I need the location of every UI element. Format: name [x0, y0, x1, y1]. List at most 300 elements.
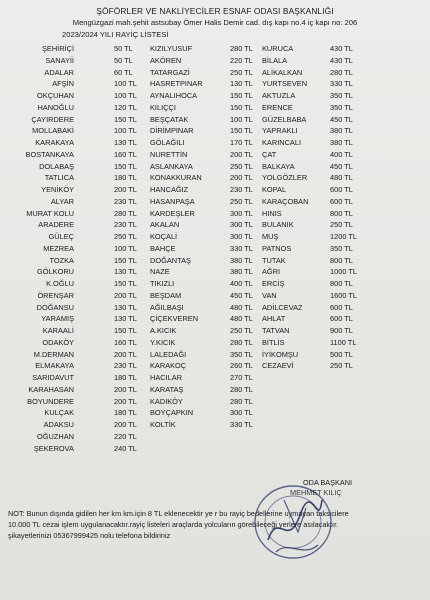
- location-name: HASANPAŞA: [150, 196, 195, 206]
- rate-row: [4, 431, 136, 443]
- rate-row: [150, 184, 270, 196]
- rate-row: [4, 90, 136, 102]
- location-name: DOLABAŞ: [39, 161, 74, 171]
- location-name: KARAALİ: [42, 326, 74, 335]
- rate-row: [150, 208, 270, 220]
- rate-row: [150, 396, 270, 408]
- note-line-1: NOT: Bunun dışında gidilen her km km.için 8 TL eklenecektir ye r bu rayiç bedellerine uymayan taksicilere: [8, 509, 349, 518]
- location-price: 330 TL: [330, 79, 353, 89]
- location-name: YAPRAKLI: [262, 126, 298, 136]
- location-name: ELMAKAYA: [35, 361, 74, 371]
- location-name: MOLLABAKİ: [32, 126, 74, 136]
- location-name: ADİLCEVAZ: [262, 302, 303, 312]
- location-name: ÇİÇEKVEREN: [150, 314, 199, 324]
- location-name: GÜLEÇ: [48, 232, 74, 241]
- location-price: 380 TL: [230, 267, 253, 277]
- note-line-2: 10.000 TL cezai işlem uygulanacaktır.rayiç listeleri araçlarda yolcuların görebileceği yerlere asılacaktır.: [8, 520, 339, 529]
- rate-row: [262, 313, 382, 325]
- location-price: 150 TL: [114, 326, 137, 335]
- rate-row: [4, 360, 136, 372]
- rate-row: [4, 125, 136, 137]
- location-price: 450 TL: [230, 290, 253, 300]
- location-price: 130 TL: [230, 79, 253, 89]
- location-price: 480 TL: [330, 173, 353, 183]
- location-name: BAHÇE: [150, 243, 176, 253]
- rate-row: [262, 278, 382, 290]
- location-name: ASLANKAYA: [150, 161, 193, 171]
- rate-row: [150, 231, 270, 243]
- rate-row: [150, 114, 270, 126]
- location-name: TATLICA: [44, 173, 74, 183]
- location-name: ERENCE: [262, 102, 293, 112]
- location-name: ADAKSU: [43, 420, 74, 429]
- rate-row: [4, 67, 136, 79]
- location-price: 150 TL: [114, 279, 137, 288]
- location-price: 280 TL: [230, 44, 253, 53]
- location-name: KADIKÖY: [150, 396, 183, 406]
- location-price: 170 TL: [230, 138, 253, 147]
- location-name: BİLALA: [262, 55, 288, 65]
- location-price: 1600 TL: [330, 290, 357, 300]
- location-price: 800 TL: [330, 279, 353, 288]
- rate-row: [150, 67, 270, 79]
- location-price: 220 TL: [230, 55, 253, 65]
- location-name: BOYUNDERE: [27, 396, 74, 406]
- location-name: AYNALIHOCA: [150, 91, 198, 100]
- rate-columns: [0, 43, 430, 509]
- location-name: HANCAĞIZ: [150, 185, 189, 194]
- location-price: 500 TL: [330, 349, 353, 359]
- location-name: AKÖREN: [150, 55, 182, 65]
- location-price: 400 TL: [330, 149, 353, 159]
- location-price: 160 TL: [114, 149, 137, 159]
- location-name: HASRETPINAR: [150, 79, 203, 89]
- rate-row: [4, 337, 136, 349]
- rate-row: [262, 78, 382, 90]
- rate-row: [4, 243, 136, 255]
- rate-column-3: [262, 43, 382, 372]
- location-name: YURTSEVEN: [262, 79, 308, 89]
- location-price: 330 TL: [230, 420, 253, 429]
- location-name: AĞRI: [262, 267, 281, 277]
- location-price: 250 TL: [330, 361, 353, 371]
- rate-row: [150, 43, 270, 55]
- rate-row: [4, 149, 136, 161]
- rate-row: [150, 419, 270, 431]
- location-name: KOLTİK: [150, 420, 176, 429]
- location-name: KIZILYUSUF: [150, 44, 193, 53]
- location-price: 180 TL: [114, 173, 137, 183]
- rate-row: [150, 161, 270, 173]
- rate-row: [262, 137, 382, 149]
- location-price: 150 TL: [230, 102, 253, 112]
- location-price: 450 TL: [330, 161, 353, 171]
- location-name: AĞILBAŞI: [150, 302, 184, 312]
- location-price: 150 TL: [114, 255, 137, 265]
- location-name: NURETTİN: [150, 149, 188, 159]
- location-price: 130 TL: [114, 302, 137, 312]
- rate-row: [262, 290, 382, 302]
- rate-row: [150, 125, 270, 137]
- location-name: KARAHASAN: [28, 384, 74, 394]
- location-name: KARAKAYA: [35, 138, 74, 147]
- location-name: KONAKKURAN: [150, 173, 202, 183]
- location-name: KOÇALİ: [150, 232, 178, 241]
- location-price: 200 TL: [114, 420, 137, 429]
- location-price: 270 TL: [230, 373, 253, 382]
- location-name: ÇAYIRDERE: [31, 114, 74, 124]
- location-name: MURAT KOLU: [26, 208, 74, 218]
- location-name: K.OĞLU: [46, 279, 74, 288]
- location-name: ARADERE: [38, 220, 74, 230]
- rate-row: [4, 302, 136, 314]
- location-name: TATVAN: [262, 326, 290, 335]
- location-name: DİRİMPINAR: [150, 126, 194, 136]
- rate-row: [150, 278, 270, 290]
- location-name: CEZAEVİ: [262, 361, 294, 371]
- stamp-name: MEHMET KILIÇ: [290, 488, 342, 497]
- location-name: TIKIZLI: [150, 279, 175, 288]
- location-price: 600 TL: [330, 314, 353, 324]
- location-name: SARIDAVUT: [32, 373, 74, 382]
- rate-row: [150, 255, 270, 267]
- rate-row: [4, 407, 136, 419]
- rate-row: [150, 407, 270, 419]
- location-price: 230 TL: [114, 361, 137, 371]
- rate-row: [4, 114, 136, 126]
- rate-row: [262, 161, 382, 173]
- rate-row: [262, 196, 382, 208]
- rate-row: [262, 219, 382, 231]
- location-price: 430 TL: [330, 55, 353, 65]
- location-name: GÖLAĞILI: [150, 138, 185, 147]
- location-price: 350 TL: [330, 243, 353, 253]
- location-name: TATARGAZİ: [150, 67, 190, 77]
- location-price: 230 TL: [114, 220, 137, 230]
- location-name: GÜZELBABA: [262, 114, 307, 124]
- location-price: 200 TL: [230, 173, 253, 183]
- location-price: 130 TL: [114, 314, 137, 324]
- location-price: 480 TL: [230, 314, 253, 324]
- location-price: 260 TL: [230, 361, 253, 371]
- location-price: 150 TL: [114, 161, 137, 171]
- location-price: 280 TL: [230, 337, 253, 347]
- rate-row: [262, 184, 382, 196]
- rate-row: [150, 90, 270, 102]
- location-price: 300 TL: [230, 232, 253, 241]
- rate-row: [4, 161, 136, 173]
- rate-row: [4, 290, 136, 302]
- rate-row: [262, 125, 382, 137]
- location-price: 250 TL: [230, 67, 253, 77]
- location-price: 350 TL: [230, 349, 253, 359]
- rate-row: [4, 396, 136, 408]
- location-name: OKÇUHAN: [37, 91, 74, 100]
- location-price: 350 TL: [330, 91, 353, 100]
- location-price: 200 TL: [114, 290, 137, 300]
- location-name: ODAKÖY: [42, 337, 74, 347]
- location-price: 150 TL: [114, 114, 137, 124]
- rate-row: [262, 349, 382, 361]
- location-price: 50 TL: [114, 44, 133, 53]
- location-price: 250 TL: [330, 220, 353, 230]
- rate-row: [262, 172, 382, 184]
- rate-row: [150, 172, 270, 184]
- location-price: 130 TL: [114, 267, 137, 277]
- location-name: TOZKA: [49, 255, 74, 265]
- location-name: ADALAR: [44, 67, 74, 77]
- location-name: KURUCA: [262, 44, 294, 53]
- location-name: YOLGÖZLER: [262, 173, 308, 183]
- rate-row: [150, 149, 270, 161]
- location-name: ERCİŞ: [262, 279, 285, 288]
- rate-row: [4, 184, 136, 196]
- rate-row: [4, 313, 136, 325]
- location-name: KULÇAK: [44, 408, 74, 418]
- location-name: KILIÇÇI: [150, 102, 176, 112]
- rate-row: [262, 302, 382, 314]
- rate-row: [4, 266, 136, 278]
- rate-row: [262, 90, 382, 102]
- rate-row: [4, 349, 136, 361]
- location-name: KARAKOÇ: [150, 361, 187, 371]
- location-price: 400 TL: [230, 279, 253, 288]
- rate-row: [150, 302, 270, 314]
- location-price: 100 TL: [114, 79, 137, 89]
- location-price: 330 TL: [230, 243, 253, 253]
- location-price: 250 TL: [230, 326, 253, 335]
- location-price: 180 TL: [114, 373, 137, 382]
- rate-row: [4, 102, 136, 114]
- location-price: 280 TL: [230, 396, 253, 406]
- rate-row: [4, 255, 136, 267]
- rate-row: [150, 313, 270, 325]
- location-name: ÇAT: [262, 149, 277, 159]
- location-price: 300 TL: [230, 220, 253, 230]
- location-name: NAZE: [150, 267, 170, 277]
- location-name: ŞEKEROVA: [33, 443, 74, 453]
- location-price: 200 TL: [114, 349, 137, 359]
- location-name: YARAMIŞ: [41, 314, 74, 324]
- rate-row: [150, 372, 270, 384]
- location-price: 50 TL: [114, 55, 133, 65]
- rate-row: [150, 349, 270, 361]
- location-price: 230 TL: [114, 196, 137, 206]
- rate-row: [4, 172, 136, 184]
- rate-row: [262, 325, 382, 337]
- location-name: Y.KICIK: [150, 337, 176, 347]
- location-name: VAN: [262, 290, 277, 300]
- rate-row: [262, 149, 382, 161]
- location-price: 250 TL: [230, 196, 253, 206]
- rate-row: [4, 372, 136, 384]
- location-price: 280 TL: [114, 208, 137, 218]
- location-price: 1200 TL: [330, 232, 357, 241]
- rate-row: [262, 67, 382, 79]
- rate-row: [262, 360, 382, 372]
- location-price: 220 TL: [114, 431, 137, 441]
- location-name: MEZREA: [43, 243, 74, 253]
- rate-row: [4, 443, 136, 455]
- location-name: A.KICIK: [150, 326, 177, 335]
- rate-row: [4, 208, 136, 220]
- location-name: KARINCALI: [262, 138, 302, 147]
- location-price: 100 TL: [114, 243, 137, 253]
- location-price: 120 TL: [114, 102, 137, 112]
- rate-row: [150, 325, 270, 337]
- location-price: 480 TL: [230, 302, 253, 312]
- location-price: 130 TL: [114, 138, 137, 147]
- rate-row: [262, 55, 382, 67]
- rate-row: [262, 43, 382, 55]
- rate-row: [150, 360, 270, 372]
- location-name: HACILAR: [150, 373, 183, 382]
- location-price: 160 TL: [114, 337, 137, 347]
- location-price: 600 TL: [330, 302, 353, 312]
- rate-row: [150, 337, 270, 349]
- rate-row: [4, 231, 136, 243]
- location-name: BEŞDAM: [150, 290, 182, 300]
- rate-row: [262, 208, 382, 220]
- rate-row: [4, 43, 136, 55]
- rate-row: [262, 337, 382, 349]
- location-name: M.DERMAN: [33, 349, 74, 359]
- location-name: BOYÇAPKIN: [150, 408, 194, 418]
- location-price: 800 TL: [330, 255, 353, 265]
- location-price: 100 TL: [114, 126, 137, 136]
- rate-column-2: [150, 43, 270, 431]
- rate-row: [262, 266, 382, 278]
- rate-row: [4, 219, 136, 231]
- location-name: TUTAK: [262, 255, 286, 265]
- location-name: BİTLİS: [262, 337, 285, 347]
- location-price: 150 TL: [230, 126, 253, 136]
- rate-row: [150, 102, 270, 114]
- location-price: 100 TL: [114, 91, 137, 100]
- rate-row: [150, 137, 270, 149]
- rate-column-1: [4, 43, 136, 454]
- location-price: 150 TL: [230, 91, 253, 100]
- location-price: 300 TL: [230, 408, 253, 418]
- location-name: GÖLKORU: [37, 267, 74, 277]
- rate-row: [262, 243, 382, 255]
- location-price: 100 TL: [230, 114, 253, 124]
- location-name: AHLAT: [262, 314, 286, 324]
- location-price: 1100 TL: [330, 337, 357, 347]
- location-price: 200 TL: [114, 185, 137, 194]
- document-title: ŞÖFÖRLER VE NAKLİYECİLER ESNAF ODASI BAŞKANLIĞI: [96, 6, 334, 16]
- location-price: 800 TL: [330, 208, 353, 218]
- location-price: 450 TL: [330, 114, 353, 124]
- rate-row: [150, 243, 270, 255]
- location-price: 380 TL: [330, 138, 353, 147]
- location-name: BOSTANKAYA: [25, 149, 74, 159]
- location-price: 430 TL: [330, 44, 353, 53]
- location-price: 600 TL: [330, 196, 353, 206]
- location-price: 200 TL: [114, 384, 137, 394]
- location-name: ÖRENŞAR: [37, 290, 74, 300]
- location-price: 350 TL: [330, 102, 353, 112]
- location-name: KOPAL: [262, 185, 287, 194]
- location-name: BULANIK: [262, 220, 294, 230]
- location-price: 250 TL: [230, 161, 253, 171]
- rate-row: [4, 78, 136, 90]
- note-line-3: şikayetlerinizi 05367999425 nolu telefona bildiriniz: [8, 531, 171, 540]
- rate-row: [4, 137, 136, 149]
- stamp-title: ODA BAŞKANI: [303, 478, 353, 487]
- location-name: PATNOS: [262, 243, 292, 253]
- location-price: 240 TL: [114, 443, 137, 453]
- list-title: 2023/2024 YILI RAYİÇ LİSTESİ: [62, 30, 169, 39]
- location-name: BALKAYA: [262, 161, 295, 171]
- location-price: 250 TL: [114, 232, 137, 241]
- rate-row: [4, 325, 136, 337]
- location-price: 280 TL: [330, 67, 353, 77]
- location-name: KARDEŞLER: [150, 208, 195, 218]
- location-name: HANOĞLU: [37, 102, 74, 112]
- location-name: DOĞANSU: [36, 302, 74, 312]
- location-name: DOĞANTAŞ: [150, 255, 191, 265]
- rate-row: [262, 231, 382, 243]
- rate-row: [4, 384, 136, 396]
- location-price: 300 TL: [230, 208, 253, 218]
- footer-note: [8, 508, 420, 541]
- rate-row: [150, 78, 270, 90]
- rate-row: [4, 55, 136, 67]
- rate-row: [150, 384, 270, 396]
- location-price: 600 TL: [330, 185, 353, 194]
- location-name: İYİKOMŞU: [262, 349, 299, 359]
- location-price: 180 TL: [114, 408, 137, 418]
- rate-row: [150, 196, 270, 208]
- location-name: OĞUZHAN: [37, 431, 74, 441]
- location-name: KARAÇOBAN: [262, 196, 309, 206]
- location-name: AKALAN: [150, 220, 180, 230]
- location-name: BEŞÇATAK: [150, 114, 189, 124]
- rate-row: [150, 55, 270, 67]
- rate-row: [262, 114, 382, 126]
- location-name: SANAYİİ: [45, 55, 74, 65]
- location-price: 200 TL: [114, 396, 137, 406]
- location-price: 200 TL: [230, 149, 253, 159]
- location-price: 1000 TL: [330, 267, 357, 277]
- location-name: ALYAR: [50, 196, 74, 206]
- rate-row: [262, 102, 382, 114]
- location-name: HINIS: [262, 208, 282, 218]
- location-name: ŞEHİRİÇİ: [41, 44, 74, 53]
- office-address: Mengüzgazi mah.şehit astsubay Ömer Halis Demir cad. dış kapı no.4 iç kapı no: 206: [72, 18, 358, 27]
- rate-row: [4, 419, 136, 431]
- location-name: MUŞ: [262, 232, 279, 241]
- rate-row: [150, 266, 270, 278]
- location-price: 280 TL: [230, 384, 253, 394]
- location-price: 900 TL: [330, 326, 353, 335]
- location-name: LALEDAĞI: [150, 349, 187, 359]
- rate-row: [262, 255, 382, 267]
- location-name: ALİKALKAN: [262, 67, 303, 77]
- location-price: 60 TL: [114, 67, 133, 77]
- location-name: AFŞİN: [52, 79, 74, 89]
- location-name: KARATAŞ: [150, 384, 184, 394]
- rate-row: [150, 219, 270, 231]
- rate-row: [4, 278, 136, 290]
- rate-row: [150, 290, 270, 302]
- location-price: 380 TL: [230, 255, 253, 265]
- rate-row: [4, 196, 136, 208]
- location-name: AKTUZLA: [262, 91, 296, 100]
- location-name: YENİKÖY: [41, 185, 74, 194]
- location-price: 230 TL: [230, 185, 253, 194]
